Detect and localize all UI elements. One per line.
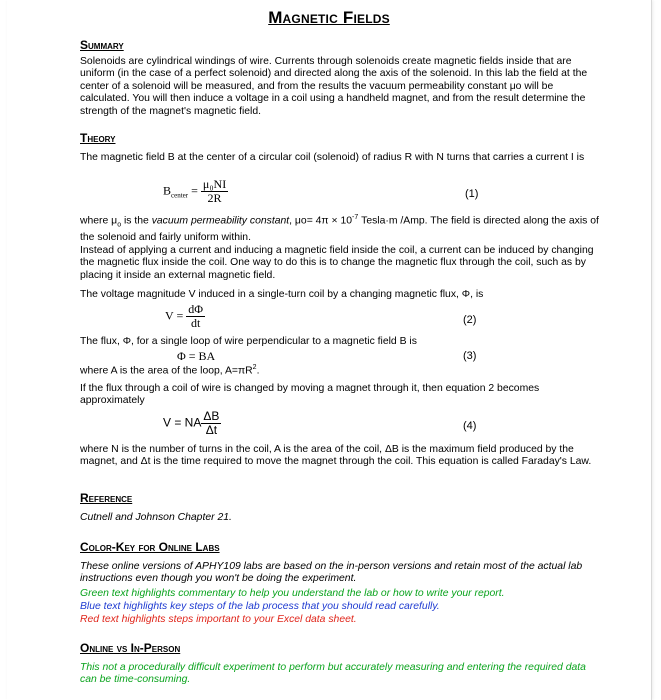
eq2-fraction xyxy=(186,303,205,330)
p2-sup: -7 xyxy=(352,214,359,221)
equation-4 xyxy=(163,410,221,437)
eq4-numerator: ΔB xyxy=(203,409,220,423)
p6-sup: 2 xyxy=(252,364,257,371)
p2-part-c: , μo= 4π × 10 xyxy=(289,215,352,227)
equation-3: Φ = BA xyxy=(177,349,216,363)
color-key-red: Red text highlights steps important to your Excel data sheet. xyxy=(80,614,357,625)
eq1-numerator: μ₀NI xyxy=(202,177,227,191)
color-key-heading: Color-Key for Online Labs xyxy=(80,540,220,554)
eq2-label: (2) xyxy=(463,314,477,326)
theory-paragraph-7: If the flux through a coil of wire is changed by moving a magnet through it, then equation 2 becomes approximately xyxy=(80,383,540,407)
summary-heading: Summary xyxy=(80,38,124,52)
eq1-lhs-sub: center xyxy=(171,191,189,200)
eq3-label: (3) xyxy=(463,350,477,362)
color-key-green: Green text highlights commentary to help you understand the lab or how to write your report. xyxy=(80,588,505,599)
eq4-label: (4) xyxy=(463,420,477,432)
theory-paragraph-2 xyxy=(80,212,600,244)
color-key-blue: Blue text highlights key steps of the lab process that you should read carefully. xyxy=(80,601,440,612)
document-page xyxy=(7,0,652,700)
eq1-label: (1) xyxy=(465,188,479,200)
eq2-lhs: V = xyxy=(165,308,184,323)
equation-1 xyxy=(163,178,228,205)
p6-part-a: where A is the area of the loop, A=πR xyxy=(80,365,253,377)
p2-part-b: is the xyxy=(121,215,152,227)
eq1-fraction xyxy=(201,178,228,205)
eq1-lhs: B xyxy=(163,183,172,198)
p2-part-d: Tesla·m /Amp. The field is directed along the axis of the solenoid and fairly uniform within. xyxy=(80,215,599,243)
p2-part-a: where μ xyxy=(80,215,118,227)
reference-text: Cutnell and Johnson Chapter 21. xyxy=(80,512,232,523)
online-heading: Online vs In-Person xyxy=(80,641,181,655)
eq4-lhs: V = NA xyxy=(163,415,202,430)
eq2-numerator: dΦ xyxy=(188,302,203,316)
eq4-denominator: Δt xyxy=(205,423,218,437)
theory-paragraph-4: The voltage magnitude V induced in a single-turn coil by a changing magnetic flux, Φ, is xyxy=(80,289,484,300)
theory-paragraph-3: Instead of applying a current and inducing a magnetic field inside the coil, a current can be induced by changing the magnetic flux inside the coil. One way to do this is to change the magnetic flux through the coil, such as by placing it inside an external magnetic field. xyxy=(80,245,594,281)
reference-heading: Reference xyxy=(80,491,133,505)
theory-paragraph-5: The flux, Φ, for a single loop of wire perpendicular to a magnetic field B is xyxy=(80,336,417,347)
p2-italic: vacuum permeability constant xyxy=(151,215,290,227)
color-key-intro: These online versions of APHY109 labs are based on the in-person versions and retain most of the actual lab instructions even though you won't be doing the experiment. xyxy=(80,561,583,585)
online-text: This not a procedurally difficult experiment to perform but accurately measuring and entering the required data can be time-consuming. xyxy=(80,662,586,686)
theory-paragraph-8: where N is the number of turns in the coil, A is the area of the coil, ΔB is the maximum field produced by the magnet, and Δt is the time required to move the magnet through the coil. This equation is called Faraday's Law. xyxy=(80,444,592,468)
eq4-fraction xyxy=(201,410,221,437)
eq2-denominator: dt xyxy=(190,316,201,330)
page-title: Magnetic Fields xyxy=(268,8,390,27)
equation-2 xyxy=(165,303,205,330)
eq1-equals: = xyxy=(191,183,198,198)
theory-heading: Theory xyxy=(80,131,116,145)
theory-paragraph-1: The magnetic field B at the center of a circular coil (solenoid) of radius R with N turns that carries a current I is xyxy=(80,152,585,163)
eq1-denominator: 2R xyxy=(207,191,222,205)
summary-text: Solenoids are cylindrical windings of wire. Currents through solenoids create magnetic fields inside that are uniform (in the case of a perfect solenoid) and directed along the axis of the solenoid. In this lab the field at the center of a solenoid will be measured, and from the results the vacuum permeability constant μo will be calculated. You will then induce a voltage in a coil using a handheld magnet, and from the result determine the strength of the magnet's magnetic field. xyxy=(80,56,588,117)
p2-sub: o xyxy=(117,221,122,229)
p6-part-b: . xyxy=(256,365,260,377)
theory-paragraph-6 xyxy=(80,362,600,378)
